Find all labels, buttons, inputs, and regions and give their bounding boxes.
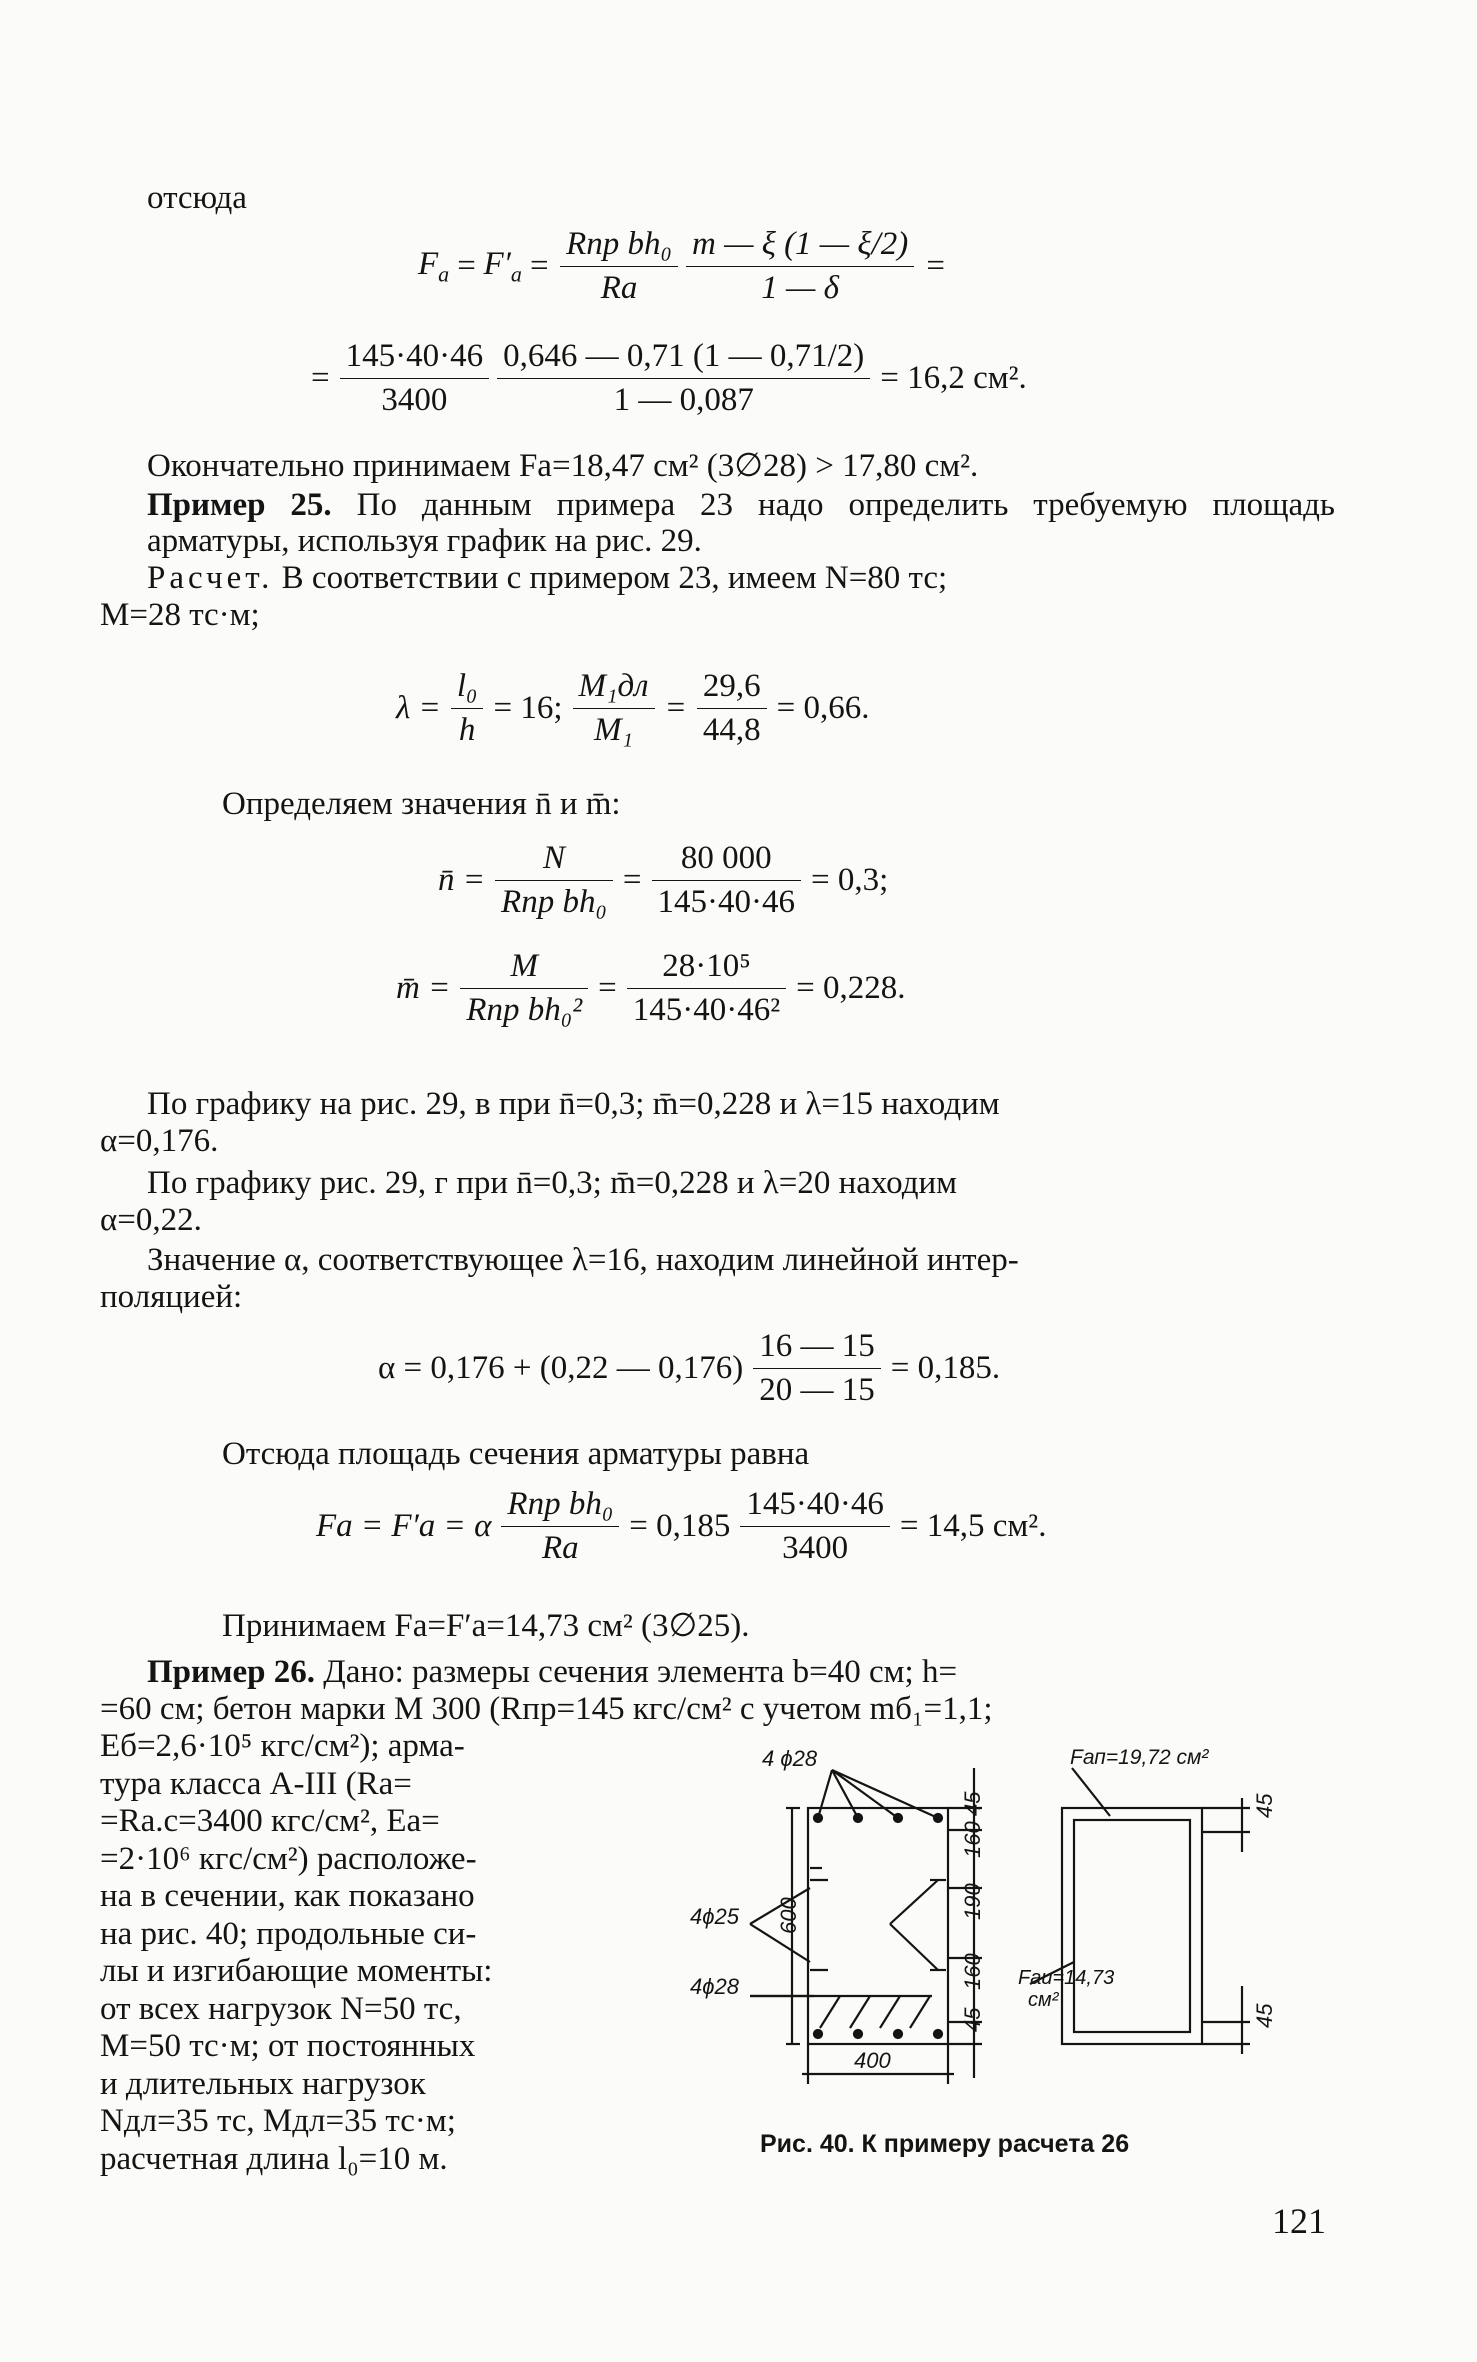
eq4-frac1: $\frac{N}{\text{Rпр bh₀}}$ — [495, 840, 613, 921]
eq7-frac1: $\frac{\text{Rпр bh₀}}{Rа}$ — [501, 1486, 619, 1567]
eq1-lhs: $F_а$ — [418, 245, 450, 287]
dim-190-a: 190 — [960, 1883, 985, 1920]
dim-600: 600 — [776, 1897, 801, 1934]
paragraph-final-area: Окончательно принимаем Fа=18,47 см² (3∅28) > 17,80 см². — [147, 448, 979, 484]
text-define-nm: Определяем значения n̄ и m̄: — [222, 786, 621, 822]
label-4phi28-bottom: 4ϕ28 — [690, 1974, 739, 1999]
ex26-line: Nдл=35 тс, Mдл=35 тс·м; — [100, 2103, 456, 2139]
ex26-line: на в сечении, как показано — [100, 1878, 475, 1914]
eq1-frac2: $\frac{m — \xi (1 — \xi/2)}{1 — \delta}$ — [686, 226, 914, 307]
text-ex26-l2: =60 см; бетон марки М 300 (Rпр=145 кгс/см² с учетом mб₁=1,1; — [100, 1691, 993, 1727]
label-4phi28-top: 4 ϕ28 — [762, 1748, 818, 1771]
label-f-top: Fап=19,72 см² — [1070, 1748, 1209, 1769]
paragraph-example-26: Пример 26. Дано: размеры сечения элемента b=40 см; h= — [147, 1654, 958, 1690]
text-graph-2-l2: α=0,22. — [100, 1202, 202, 1238]
paragraph-graph-1: По графику на рис. 29, в при n̄=0,3; m̄=0,228 и λ=15 находим — [147, 1086, 1000, 1122]
paragraph-calc: Расчет. В соответствии с примером 23, имеем N=80 тс; — [147, 560, 948, 596]
ex26-line: на рис. 40; продольные си- — [100, 1915, 477, 1952]
ex26-line: лы и изгибающие моменты: — [100, 1953, 493, 1989]
ex26-line: Eб=2,6·10⁵ кгс/см²); арма- — [100, 1728, 465, 1764]
figure-40-caption: Рис. 40. К примеру расчета 26 — [760, 2130, 1130, 2158]
ex26-line: =Rа.с=3400 кгс/см², Eа= — [100, 1803, 440, 1839]
equation-3: λ = $\frac{\text{l₀}}{h}$ = 16; $\frac{\text{M₁дл}}{\text{M₁}}$ = $\frac{29,6}{44,8}$ = 0,66. — [396, 668, 870, 748]
text-otsyuda: отсюда — [147, 180, 247, 216]
dim-right-45-bottom: 45 — [1252, 2003, 1277, 2028]
eq5-frac2: $\frac{\text{28·10⁵}}{\text{145·40·46²}}$ — [627, 948, 786, 1029]
paragraph-graph-2: По графику рис. 29, г при n̄=0,3; m̄=0,228 и λ=20 находим — [147, 1165, 958, 1201]
equation-1: $F_а$ = $F'_а$ = $\frac{\text{Rпр bh₀}}{Rа}$ $\frac{m — \xi (1 — \xi/2)}{1 — \delta}$ = — [418, 226, 947, 306]
eq1-frac1: $\frac{\text{Rпр bh₀}}{Rа}$ — [560, 226, 678, 307]
eq6-frac: $\frac{16 — 15}{20 — 15}$ — [753, 1328, 881, 1409]
eq4-frac2: $\frac{80 000}{145\cdot 40\cdot 46}$ — [652, 840, 801, 921]
eq2-frac1: $\frac{145\cdot 40\cdot 46}{3400}$ — [340, 338, 489, 419]
text-area-equals: Отсюда площадь сечения арматуры равна — [222, 1436, 810, 1472]
equation-2: = $\frac{145\cdot 40\cdot 46}{3400}$ $\frac{0,646 — 0,71 (1 — 0,71/2)}{1 — 0,087}$ = 16,2 см². — [311, 338, 1027, 418]
ex26-line: от всех нагрузок N=50 тс, — [100, 1990, 462, 2027]
eq2-frac2: $\frac{0,646 — 0,71 (1 — 0,71/2)}{1 — 0,087}$ — [497, 338, 870, 419]
dim-160-bottom: 160 — [960, 1953, 985, 1990]
page-number: 121 — [1272, 2201, 1326, 2241]
dim-right-45-top: 45 — [1252, 1793, 1277, 1818]
eq3-frac2: $\frac{\text{M₁дл}}{\text{M₁}}$ — [573, 668, 655, 749]
label-f-mid-unit: см² — [1028, 1989, 1059, 2011]
text-graph-1-l2: α=0,176. — [100, 1123, 219, 1159]
label-4phi25: 4ϕ25 — [690, 1904, 739, 1929]
text-calc-line2: M=28 тс·м; — [100, 597, 260, 633]
dim-45-top: 45 — [960, 1791, 985, 1816]
ex26-line: M=50 тс·м; от постоянных — [100, 2028, 476, 2064]
section-outline — [808, 1808, 948, 2044]
eq3-frac1: $\frac{\text{l₀}}{h}$ — [451, 668, 484, 749]
dim-400: 400 — [854, 2048, 891, 2073]
eq5-frac1: $\frac{M}{\text{Rпр bh₀²}}$ — [460, 948, 588, 1029]
paragraph-interp: Значение α, соответствующее λ=16, находим линейной интер- — [147, 1242, 1019, 1278]
equation-5: m̄ = $\frac{M}{\text{Rпр bh₀²}}$ = $\frac{\text{28·10⁵}}{\text{145·40·46²}}$ = 0,228. — [396, 948, 906, 1028]
ex26-line: =2·10⁶ кгс/см²) расположе- — [100, 1840, 477, 1877]
eq1-lhs2: $F'_а$ — [483, 245, 522, 287]
transformed-section-inner — [1074, 1820, 1190, 2032]
eq3-frac3: $\frac{29,6}{44,8}$ — [697, 668, 767, 749]
paragraph-example-25: Пример 25. По данным примера 23 надо определить требуемую площадь арматуры, используя график на рис. 29. — [147, 487, 1335, 559]
ex26-line: и длительных нагрузок — [100, 2065, 426, 2102]
transformed-section-outer — [1062, 1808, 1202, 2044]
eq7-frac2: $\frac{145\cdot 40\cdot 46}{3400}$ — [740, 1486, 889, 1567]
label-f-mid: Fаи=14,73 — [1018, 1967, 1115, 1989]
ex26-line: тура класса А-III (Rа= — [100, 1765, 412, 1802]
example-26-left-column — [100, 1728, 640, 2178]
text-interp-l2: поляцией: — [100, 1279, 243, 1315]
dim-160-top: 160 — [960, 1821, 985, 1858]
equation-6: α = 0,176 + (0,22 — 0,176) $\frac{16 — 15}{20 — 15}$ = 0,185. — [378, 1328, 1001, 1408]
equation-4: n̄ = $\frac{N}{\text{Rпр bh₀}}$ = $\frac{80 000}{145\cdot 40\cdot 46}$ = 0,3; — [438, 840, 889, 920]
equation-7: Fа = F′а = α $\frac{\text{Rпр bh₀}}{Rа}$ = 0,185 $\frac{145\cdot 40\cdot 46}{3400}$ = 14,5 см². — [316, 1486, 1047, 1566]
dim-45-bottom: 45 — [960, 2007, 985, 2032]
ex26-line: расчетная длина l₀=10 м. — [100, 2140, 448, 2177]
text-accept: Принимаем Fа=F′а=14,73 см² (3∅25). — [222, 1608, 750, 1644]
figure-40-section-diagram — [690, 1748, 1330, 2100]
